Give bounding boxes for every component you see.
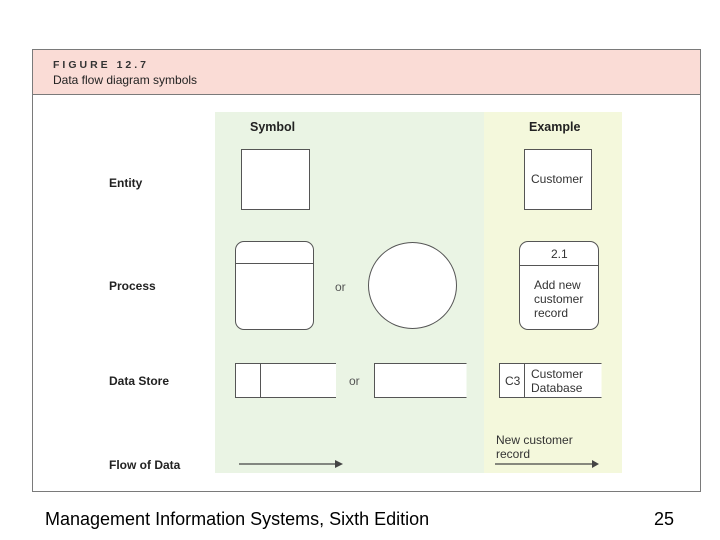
process-symbol-divider <box>236 263 313 264</box>
figure-title: Data flow diagram symbols <box>53 73 198 87</box>
figure-label: FIGURE 12.7 <box>53 59 150 71</box>
process-example-line-3: record <box>534 306 569 320</box>
process-example-box <box>519 241 599 330</box>
example-column-heading: Example <box>529 120 581 134</box>
process-example-line-1: Add new <box>534 278 581 292</box>
page-number: 25 <box>654 509 675 529</box>
row-label-data-store: Data Store <box>109 374 170 388</box>
figure-header <box>33 50 700 95</box>
flow-example-arrow <box>495 458 599 470</box>
data-store-symbol <box>235 363 337 399</box>
process-example-id: 2.1 <box>551 247 568 261</box>
entity-symbol <box>241 149 310 210</box>
or-label-data-store: or <box>349 374 360 388</box>
row-label-flow-of-data: Flow of Data <box>109 458 181 472</box>
process-example-line-2: customer <box>534 292 584 306</box>
data-store-example-line-1: Customer <box>531 367 584 381</box>
flow-arrow-symbol <box>239 458 343 470</box>
figure-frame <box>32 49 701 492</box>
data-store-symbol-alt <box>374 363 467 399</box>
flow-example-line-1: New customer <box>496 433 573 447</box>
data-store-example-id: C3 <box>505 374 521 388</box>
row-label-process: Process <box>109 279 156 293</box>
data-store-example-line-2: Database <box>531 381 583 395</box>
footer-title: Management Information Systems, Sixth Edition <box>45 509 430 529</box>
entity-example-box <box>524 149 592 210</box>
flow-example-line-2: record <box>496 447 531 461</box>
symbol-column-heading: Symbol <box>250 120 296 134</box>
process-example-divider <box>520 265 598 266</box>
or-label-process: or <box>335 280 346 294</box>
process-symbol-circle <box>368 242 457 329</box>
row-label-entity: Entity <box>109 176 143 190</box>
process-symbol-rounded <box>235 241 314 330</box>
entity-example-text: Customer <box>531 172 584 186</box>
